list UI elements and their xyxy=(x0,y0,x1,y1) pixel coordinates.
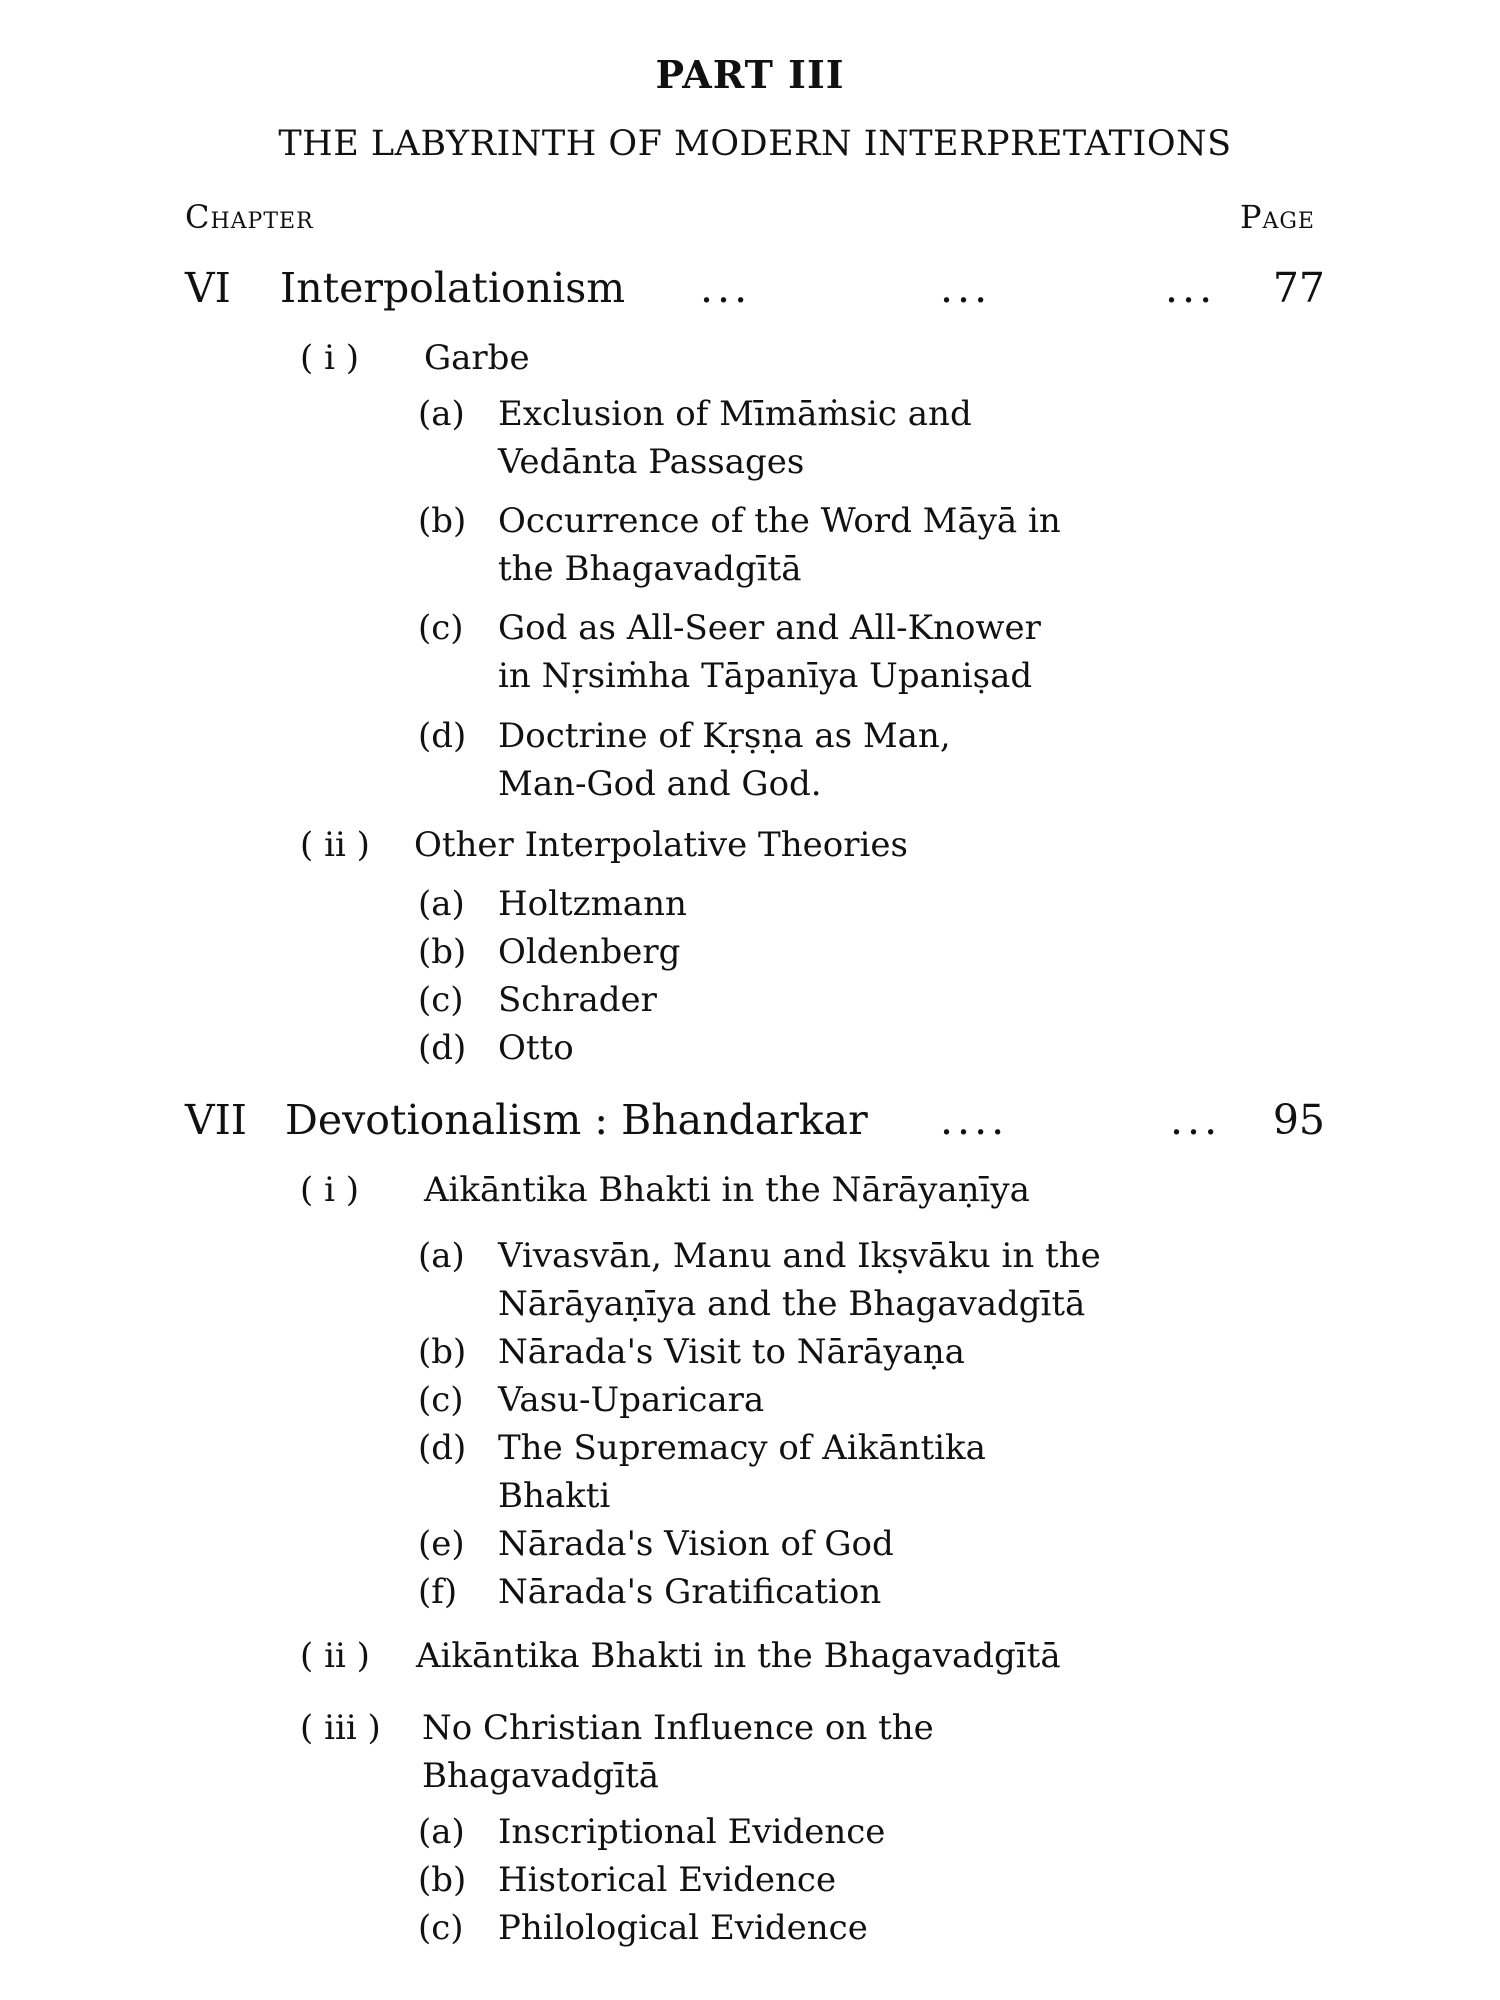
subsection-number: (b) xyxy=(418,501,467,541)
subsection-title: Holtzmann xyxy=(498,884,687,924)
chapter-column-heading: Chapter xyxy=(185,198,314,236)
subsection-number: (a) xyxy=(418,1236,465,1276)
section-number: ( i ) xyxy=(300,338,360,378)
dot-leader: ... xyxy=(1170,1096,1222,1144)
chapter-page-number: 77 xyxy=(1272,264,1325,312)
section-title: Garbe xyxy=(424,338,530,378)
section-title-continued: Bhagavadgītā xyxy=(422,1756,660,1796)
chapter-number: VII xyxy=(185,1096,248,1144)
subsection-title: Exclusion of Mīmāṁsic and xyxy=(498,394,972,434)
subsection-title-continued: Nārāyaṇīya and the Bhagavadgītā xyxy=(498,1284,1086,1324)
chapter-title: Interpolationism xyxy=(280,264,626,312)
subsection-number: (d) xyxy=(418,1028,467,1068)
section-number: ( i ) xyxy=(300,1170,360,1210)
section-title: Other Interpolative Theories xyxy=(414,825,908,865)
subsection-number: (c) xyxy=(418,608,464,648)
subsection-number: (d) xyxy=(418,716,467,756)
subsection-title-continued: the Bhagavadgītā xyxy=(498,549,802,589)
chapter-page-number: 95 xyxy=(1272,1096,1325,1144)
subsection-number: (b) xyxy=(418,932,467,972)
section-number: ( ii ) xyxy=(300,1636,370,1676)
subsection-number: (e) xyxy=(418,1524,465,1564)
subsection-title-continued: Man-God and God. xyxy=(498,764,822,804)
subsection-number: (d) xyxy=(418,1428,467,1468)
subsection-number: (a) xyxy=(418,1812,465,1852)
chapter-title: Devotionalism : Bhandarkar xyxy=(285,1096,868,1144)
chapter-number: VI xyxy=(185,264,231,312)
dot-leader: .... xyxy=(940,1096,1009,1144)
subsection-title: Oldenberg xyxy=(498,932,681,972)
subsection-title: Nārada's Gratification xyxy=(498,1572,882,1612)
dot-leader: ... xyxy=(1165,264,1217,312)
subsection-title: Nārada's Visit to Nārāyaṇa xyxy=(498,1332,965,1372)
subsection-title: God as All-Seer and All-Knower xyxy=(498,608,1041,648)
section-title: No Christian Influence on the xyxy=(422,1708,934,1748)
section-number: ( ii ) xyxy=(300,825,370,865)
subsection-title: Otto xyxy=(498,1028,574,1068)
dot-leader: ... xyxy=(700,264,752,312)
subsection-title: Nārada's Vision of God xyxy=(498,1524,894,1564)
part-title: PART III xyxy=(655,52,845,97)
section-title: Aikāntika Bhakti in the Nārāyaṇīya xyxy=(424,1170,1030,1210)
subsection-title-continued: Vedānta Passages xyxy=(498,442,805,482)
subsection-title: Historical Evidence xyxy=(498,1860,837,1900)
subsection-title: Doctrine of Kṛṣṇa as Man, xyxy=(498,716,951,756)
subsection-title: Vasu-Uparicara xyxy=(498,1380,765,1420)
subsection-number: (b) xyxy=(418,1860,467,1900)
page-column-heading: Page xyxy=(1239,198,1315,236)
subsection-title: Vivasvān, Manu and Ikṣvāku in the xyxy=(498,1236,1101,1276)
subsection-number: (c) xyxy=(418,1908,464,1948)
subsection-title-continued: in Nṛsiṁha Tāpanīya Upaniṣad xyxy=(498,656,1033,696)
subsection-number: (c) xyxy=(418,980,464,1020)
section-number: ( iii ) xyxy=(300,1708,381,1748)
subsection-number: (a) xyxy=(418,394,465,434)
subsection-title: Occurrence of the Word Māyā in xyxy=(498,501,1061,541)
subsection-title: Schrader xyxy=(498,980,657,1020)
subsection-number: (b) xyxy=(418,1332,467,1372)
subsection-title-continued: Bhakti xyxy=(498,1476,611,1516)
subsection-title: Inscriptional Evidence xyxy=(498,1812,886,1852)
section-title: Aikāntika Bhakti in the Bhagavadgītā xyxy=(416,1636,1061,1676)
subsection-title: The Supremacy of Aikāntika xyxy=(498,1428,986,1468)
dot-leader: ... xyxy=(940,264,992,312)
subsection-number: (f) xyxy=(418,1572,458,1612)
subsection-number: (c) xyxy=(418,1380,464,1420)
subsection-number: (a) xyxy=(418,884,465,924)
part-subtitle: THE LABYRINTH OF MODERN INTERPRETATIONS xyxy=(278,124,1232,164)
subsection-title: Philological Evidence xyxy=(498,1908,868,1948)
